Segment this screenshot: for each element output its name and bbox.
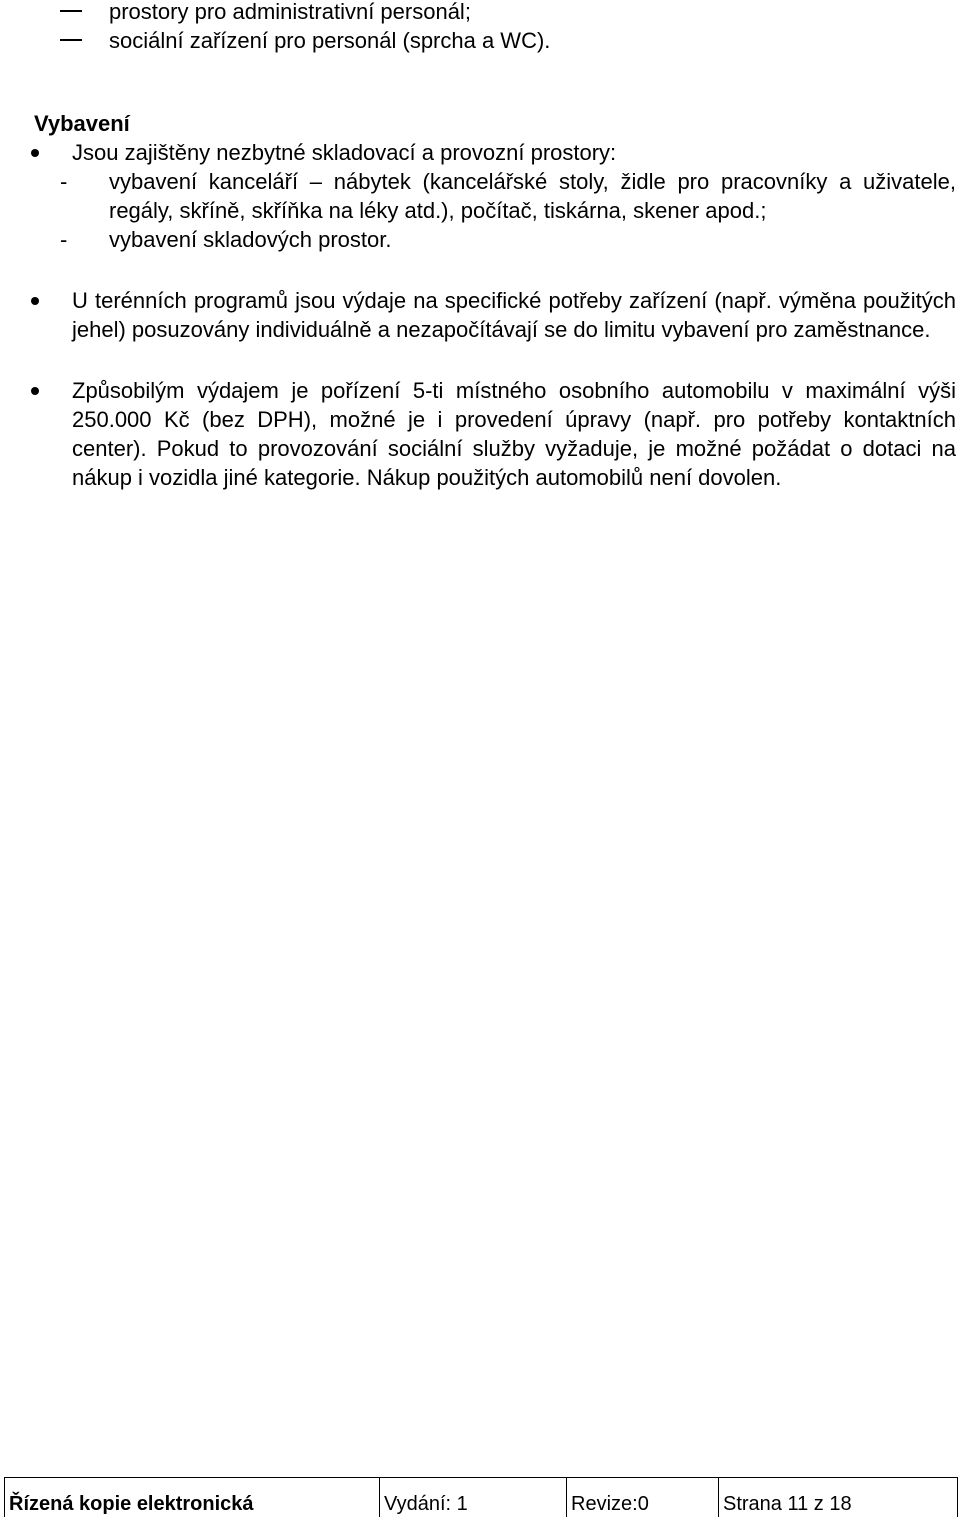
dash-item-text: prostory pro administrativní personál; xyxy=(109,0,471,24)
bullet-item xyxy=(72,376,956,492)
equipment-sub-list xyxy=(60,167,956,254)
bullet-dot xyxy=(31,387,39,395)
dash-marker xyxy=(60,10,82,12)
bullet-dot xyxy=(31,297,39,305)
dash-item-text: sociální zařízení pro personál (sprcha a WC). xyxy=(109,28,551,53)
sub-item-text: vybavení skladových prostor. xyxy=(109,227,392,252)
sub-item-text: vybavení kanceláří – nábytek (kancelářské stoly, židle pro pracovníky a uživatele, regály, skříně, skříňka na léky atd.), počítač, tiskárna, skener apod.; xyxy=(109,169,956,223)
bullet-text: Způsobilým výdajem je pořízení 5-ti místného osobního automobilu v maximální výši 250.000 Kč (bez DPH), možné je i provedení úpravy (např. pro potřeby kontaktních center). Pokud to provozování sociální služby vyžaduje, je možné požádat o dotaci na nákup i vozidla jiné kategorie. Nákup použitých automobilů není dovolen. xyxy=(72,378,956,490)
bullet-text: U terénních programů jsou výdaje na specifické potřeby zařízení (např. výměna použitých jehel) posuzovány individuálně a nezapočítávají se do limitu vybavení pro zaměstnance. xyxy=(72,288,956,342)
sub-list-item xyxy=(60,225,956,254)
bullet-dot xyxy=(31,149,39,157)
footer-copy-type: Řízená kopie elektronická xyxy=(5,1478,380,1517)
footer-revision: Revize:0 xyxy=(567,1478,719,1517)
footer-edition: Vydání: 1 xyxy=(380,1478,567,1517)
dash-marker xyxy=(60,39,82,41)
hyphen-marker: - xyxy=(60,227,68,252)
document-footer xyxy=(4,1477,958,1517)
section-heading: Vybavení xyxy=(34,111,130,136)
bullet-item xyxy=(72,138,956,167)
sub-list-item xyxy=(60,167,956,225)
footer-page-number: Strana 11 z 18 xyxy=(719,1478,958,1517)
bullet-item xyxy=(72,286,956,344)
bullet-text: Jsou zajištěny nezbytné skladovací a provozní prostory: xyxy=(72,140,617,165)
hyphen-marker: - xyxy=(60,169,68,194)
